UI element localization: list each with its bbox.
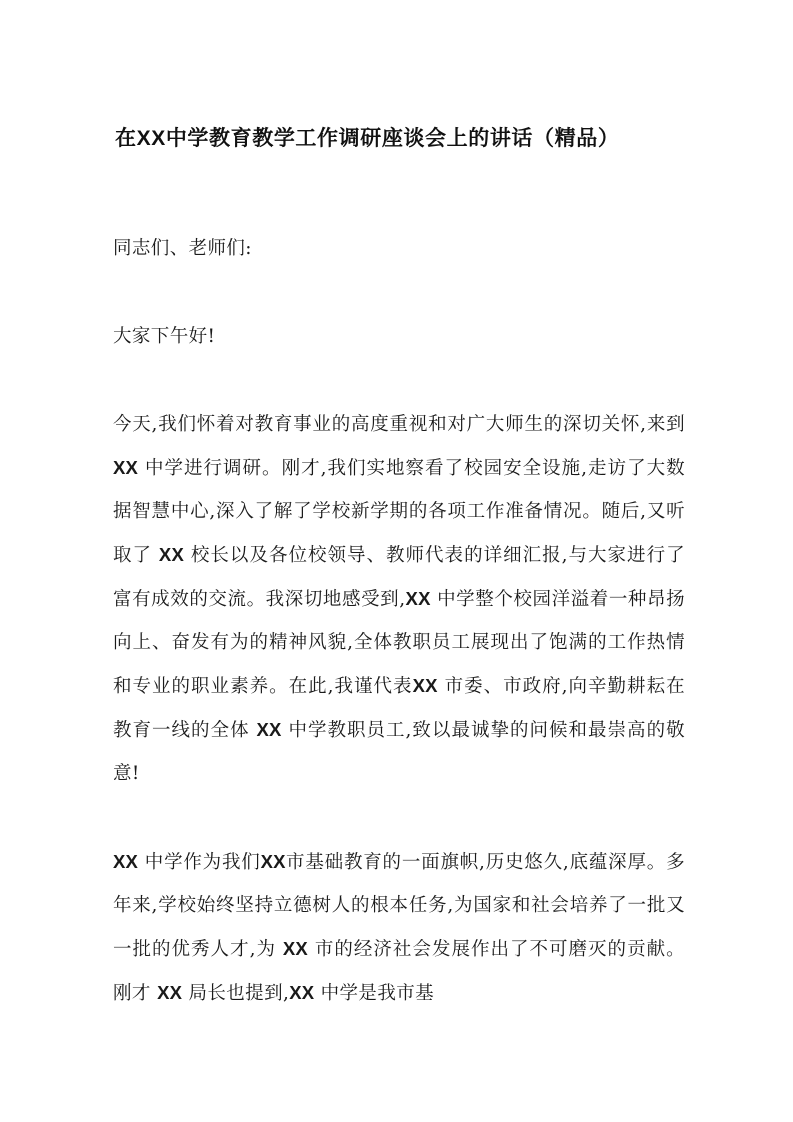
title-prefix: 在 xyxy=(115,125,137,150)
p1-segment-4: 中学整个校园洋溢着一种昂扬向上、奋发有为的精神风貌,全体教职员工展现出了饱满的工作热情和专业的职业素养。在此,我谨代表 xyxy=(113,589,685,697)
title-spacer xyxy=(113,159,685,227)
p1-segment-2: 中学进行调研。刚才,我们实地察看了校园安全设施,走访了大数据智慧中心,深入了解了学校新学期的各项工作准备情况。随后,又听取了 xyxy=(113,458,685,566)
p2-redaction-mark-3: XX xyxy=(282,938,308,959)
p2-segment-3: 市的经济社会发展作出了不可磨灭的贡献。刚才 xyxy=(113,939,685,1004)
p1-segment-6: 中学教职员工,致以最诚挚的问候和最崇高的敬意! xyxy=(113,720,685,784)
p2-segment-2: 市基础教育的一面旗帜,历史悠久,底蕴深厚。多年来,学校始终坚持立德树人的根本任务,为国家和社会培养了一批又一批的优秀人才,为 xyxy=(113,852,685,960)
page-title xyxy=(115,118,685,159)
p1-redaction-mark-5: XX xyxy=(256,719,282,740)
p2-redaction-mark-2: XX xyxy=(260,851,286,872)
title-suffix: 中学教育教学工作调研座谈会上的讲话（精品） xyxy=(165,125,620,150)
p2-redaction-mark-5: XX xyxy=(289,982,315,1003)
paragraph-two xyxy=(113,840,685,1015)
p1-redaction-mark-3: XX xyxy=(405,588,431,609)
p1-segment-5: 市委、市政府,向辛勤耕耘在教育一线的全体 xyxy=(113,676,685,741)
p2-redaction-mark-1: XX xyxy=(113,851,139,872)
p1-redaction-mark-4: XX xyxy=(412,675,438,696)
greeting-line: 大家下午好! xyxy=(113,326,216,347)
salutation-line: 同志们、老师们: xyxy=(113,238,252,259)
p1-segment-3: 校长以及各位校领导、教师代表的详细汇报,与大家进行了富有成效的交流。我深切地感受到, xyxy=(113,545,685,610)
p1-segment-1: 今天,我们怀着对教育事业的高度重视和对广大师生的深切关怀,来到 xyxy=(113,414,685,435)
title-redaction-mark: XX xyxy=(136,127,166,150)
p1-redaction-mark-1: XX xyxy=(113,457,139,478)
p2-redaction-mark-4: XX xyxy=(157,982,183,1003)
p2-segment-5: 中学是我市基 xyxy=(314,983,435,1004)
p1-redaction-mark-2: XX xyxy=(158,544,185,565)
p2-segment-4: 局长也提到, xyxy=(182,983,290,1004)
document-body xyxy=(113,118,685,1015)
paragraph-one xyxy=(113,403,685,795)
p2-segment-1: 中学作为我们 xyxy=(138,852,261,873)
